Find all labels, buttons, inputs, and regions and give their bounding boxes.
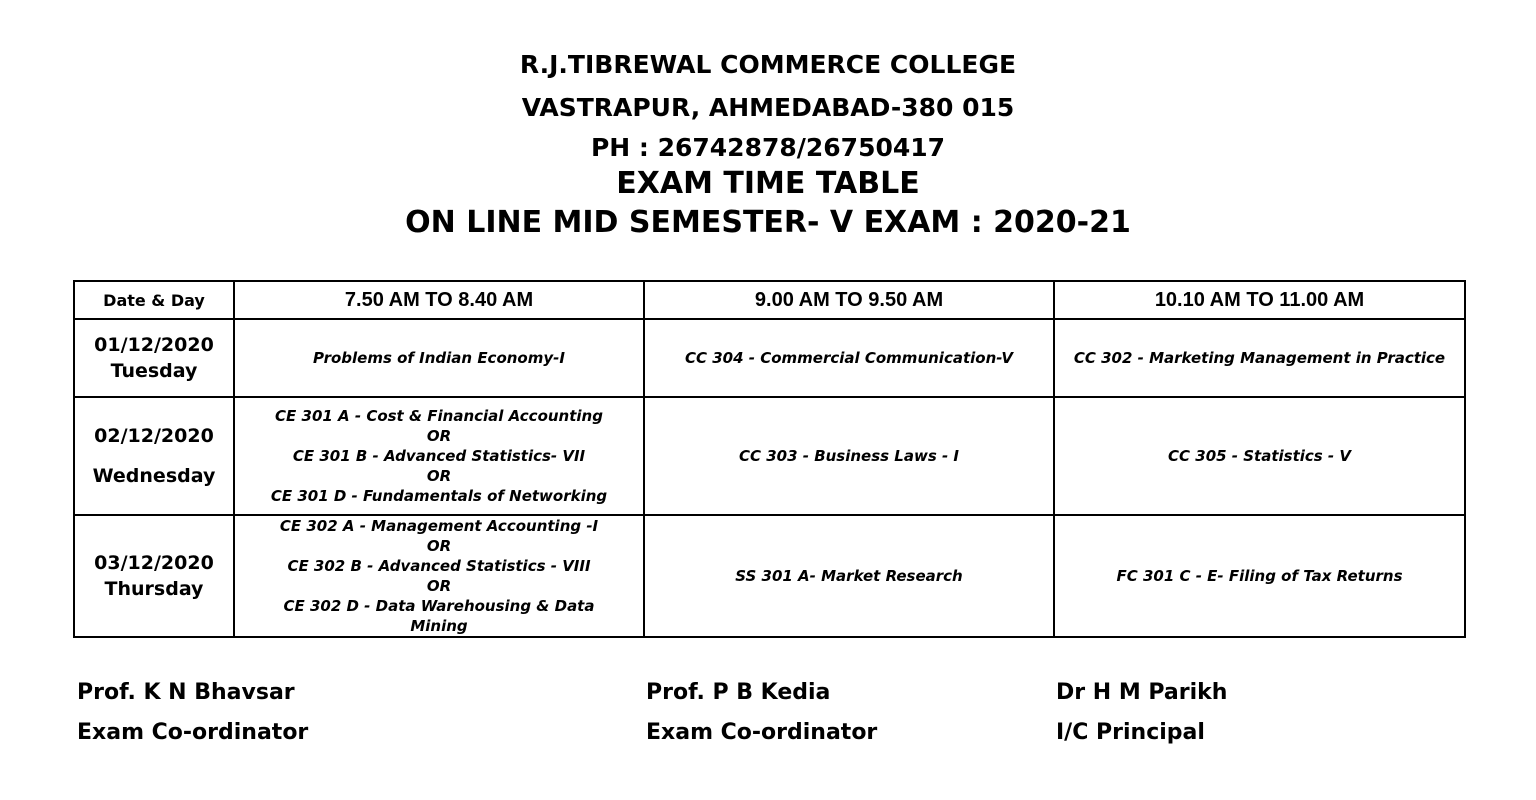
signatory-role: Exam Co-ordinator bbox=[77, 720, 309, 745]
subject-line: OR bbox=[426, 427, 452, 445]
subject-line: CE 301 B - Advanced Statistics- VII bbox=[292, 447, 586, 465]
column-header-slot-3: 10.10 AM TO 11.00 AM bbox=[1054, 281, 1465, 319]
signatory-role: I/C Principal bbox=[1056, 720, 1205, 745]
subject-line: FC 301 C - E- Filing of Tax Returns bbox=[1116, 567, 1403, 585]
subject-line: CC 302 - Marketing Management in Practice bbox=[1073, 349, 1446, 367]
signatory-role: Exam Co-ordinator bbox=[646, 720, 878, 745]
subject-line: CE 301 D - Fundamentals of Networking bbox=[270, 487, 608, 505]
subject-cell-slot-3 bbox=[1054, 515, 1465, 637]
exam-date: 01/12/2020 bbox=[94, 334, 214, 356]
subject-line: CE 302 A - Management Accounting -I bbox=[279, 517, 599, 535]
exam-day: Wednesday bbox=[92, 465, 216, 487]
column-header-slot-2: 9.00 AM TO 9.50 AM bbox=[644, 281, 1054, 319]
subject-cell-slot-1 bbox=[234, 319, 644, 397]
exam-title: ON LINE MID SEMESTER- V EXAM : 2020-21 bbox=[405, 205, 1131, 240]
table-row bbox=[74, 397, 1465, 515]
subject-line: SS 301 A- Market Research bbox=[735, 567, 963, 585]
subject-line: OR bbox=[426, 537, 452, 555]
column-header-slot-1: 7.50 AM TO 8.40 AM bbox=[234, 281, 644, 319]
college-name: R.J.TIBREWAL COMMERCE COLLEGE bbox=[519, 50, 1017, 79]
subject-line: CE 302 B - Advanced Statistics - VIII bbox=[287, 557, 591, 575]
subject-cell-slot-3 bbox=[1054, 397, 1465, 515]
exam-timetable bbox=[73, 280, 1466, 638]
subject-cell-slot-2 bbox=[644, 397, 1054, 515]
college-phone: PH : 26742878/26750417 bbox=[590, 133, 946, 162]
date-cell bbox=[74, 319, 234, 397]
subject-cell-slot-2 bbox=[644, 515, 1054, 637]
signatory-name: Prof. K N Bhavsar bbox=[77, 680, 295, 705]
date-cell bbox=[74, 397, 234, 515]
exam-day: Thursday bbox=[104, 578, 204, 600]
subject-line: Problems of Indian Economy-I bbox=[313, 349, 565, 367]
signatory-name: Prof. P B Kedia bbox=[646, 680, 831, 705]
exam-day: Tuesday bbox=[110, 360, 198, 382]
date-cell bbox=[74, 515, 234, 637]
subject-cell-slot-2 bbox=[644, 319, 1054, 397]
subject-line: OR bbox=[426, 467, 452, 485]
subject-line: CE 301 A - Cost & Financial Accounting bbox=[275, 407, 603, 425]
column-header-date: Date & Day bbox=[74, 281, 234, 319]
page-title: EXAM TIME TABLE bbox=[616, 166, 920, 201]
subject-line: OR bbox=[426, 577, 452, 595]
subject-line: CC 305 - Statistics - V bbox=[1168, 447, 1351, 465]
exam-date: 03/12/2020 bbox=[94, 552, 214, 574]
subject-line: CC 303 - Business Laws - I bbox=[738, 447, 960, 465]
college-address: VASTRAPUR, AHMEDABAD-380 015 bbox=[521, 93, 1015, 122]
table-row bbox=[74, 515, 1465, 637]
subject-cell-slot-1 bbox=[234, 397, 644, 515]
signatory-name: Dr H M Parikh bbox=[1056, 680, 1228, 705]
subject-cell-slot-3 bbox=[1054, 319, 1465, 397]
subject-line: Mining bbox=[410, 617, 468, 635]
exam-date: 02/12/2020 bbox=[94, 425, 214, 447]
subject-line: CE 302 D - Data Warehousing & Data bbox=[283, 597, 595, 615]
table-row bbox=[74, 319, 1465, 397]
table-header-row bbox=[74, 281, 1465, 319]
subject-cell-slot-1 bbox=[234, 515, 644, 637]
subject-line: CC 304 - Commercial Communication-V bbox=[684, 349, 1013, 367]
